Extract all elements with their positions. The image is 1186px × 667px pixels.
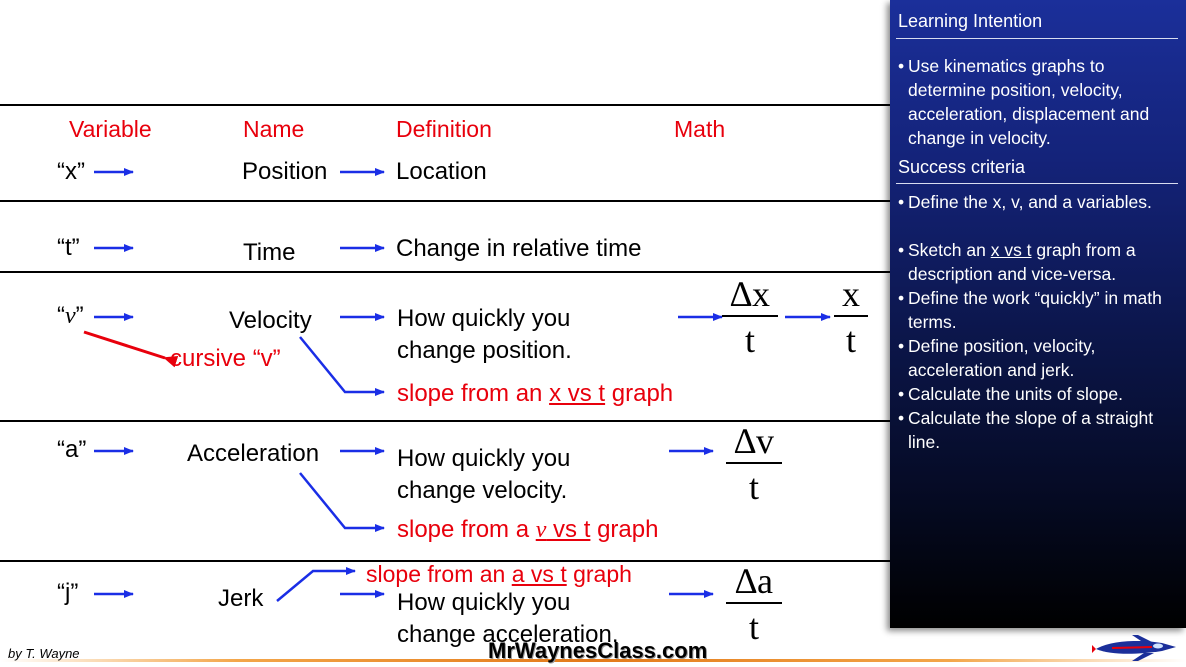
header-math: Math: [674, 116, 726, 142]
math-delta-v-over-t: ∆v t: [726, 422, 782, 506]
variable-v: “v”: [57, 302, 84, 329]
name-acceleration: Acceleration: [187, 440, 320, 467]
math-x-over-t: x t: [834, 275, 868, 359]
success-item: • Calculate the slope of a straight line.: [898, 408, 1154, 452]
slope-a-vs-t: slope from an a vs t graph: [366, 561, 632, 587]
brand-name: MrWaynesClass.com: [488, 638, 708, 663]
variable-j: “j”: [57, 579, 79, 606]
author-credit: by T. Wayne: [8, 646, 80, 661]
name-time: Time: [243, 239, 296, 266]
math-delta-x-over-t: ∆x t: [722, 275, 778, 359]
rocket-logo-icon: [1092, 633, 1178, 663]
panel-divider: [896, 38, 1178, 39]
name-jerk: Jerk: [218, 585, 264, 612]
math-delta-a-over-t: ∆a t: [726, 562, 782, 646]
red-arrow-icon: [84, 332, 165, 358]
panel-divider: [896, 183, 1178, 184]
success-item: • Define the x, v, and a variables.: [898, 192, 1152, 212]
variable-t: “t”: [57, 234, 80, 261]
header-name: Name: [243, 116, 305, 142]
definition-velocity-line1: How quickly you: [397, 305, 571, 332]
arrow-icon: [300, 337, 384, 392]
arrow-icon: [277, 571, 355, 601]
definition-time: Change in relative time: [396, 235, 642, 262]
arrow-icon: [300, 473, 384, 528]
learning-panel: [890, 0, 1186, 628]
definition-jerk-line1: How quickly you: [397, 589, 571, 616]
success-criteria-title: Success criteria: [898, 157, 1026, 177]
definition-acceleration-line1: How quickly you: [397, 445, 571, 472]
cursive-v-note: cursive “v”: [170, 345, 281, 372]
success-item: • Sketch an x vs t graph from a description and vice-versa.: [898, 240, 1136, 284]
name-position: Position: [242, 158, 328, 185]
definition-acceleration-line2: change velocity.: [397, 477, 568, 504]
learning-intention-title: Learning Intention: [898, 11, 1043, 31]
success-item: • Define position, velocity, acceleration and jerk.: [898, 336, 1096, 380]
header-definition: Definition: [396, 116, 492, 142]
name-velocity: Velocity: [229, 307, 312, 334]
slope-x-vs-t: slope from an x vs t graph: [397, 380, 674, 407]
definition-jerk-line2: change acceleration.: [397, 621, 619, 648]
definition-velocity-line2: change position.: [397, 337, 572, 364]
success-item: • Define the work “quickly” in math terms.: [898, 288, 1162, 332]
header-variable: Variable: [69, 116, 152, 142]
slope-v-vs-t: slope from a v vs t graph: [397, 516, 659, 543]
definition-location: Location: [396, 158, 487, 185]
success-item: • Calculate the units of slope.: [898, 384, 1123, 404]
variable-x: “x”: [57, 158, 85, 185]
variable-a: “a”: [57, 436, 87, 463]
learning-item: • Use kinematics graphs to determine position, velocity, acceleration, displacement and change in velocity.: [898, 56, 1150, 148]
